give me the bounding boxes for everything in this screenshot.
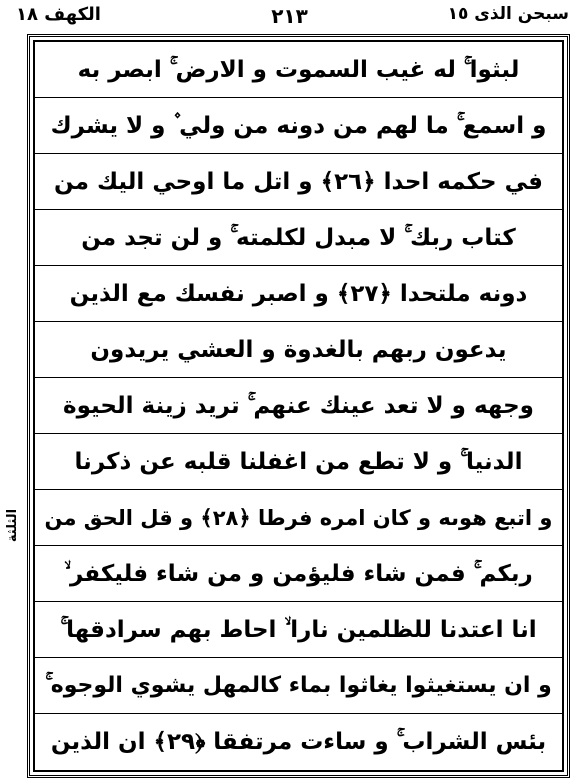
verse-line (35, 378, 562, 434)
verse-line-text: يدعون ربهم بالغدوة و العشي يريدون (90, 336, 507, 363)
page-number: ٢١٣ (271, 4, 308, 28)
juz-title: سبحن الذى ١٥ (447, 4, 569, 24)
verse-line-text: و اتبع هوىه و كان امره فرطا ﴿٢٨﴾ و قل الحق من (44, 505, 553, 530)
verse-line-text: وجهه و لا تعد عينك عنهم ۚ تريد زينة الحيوة (63, 392, 534, 419)
verse-line-text: و اسمع ۚ ما لهم من دونه من ولي ۫ و لا يشرك (50, 112, 547, 139)
verse-line-text: لبثوا ۚ له غيب السموت و الارض ۚ ابصر به (77, 56, 520, 83)
verse-line (35, 714, 562, 770)
verse-line (35, 266, 562, 322)
verse-line-text: كتاب ربك ۚ لا مبدل لكلمته ۚ و لن تجد من (81, 224, 516, 251)
verse-line-text: في حكمه احدا ﴿٢٦﴾ و اتل ما اوحي اليك من (54, 168, 543, 195)
margin-note-text: الثلثة (5, 508, 21, 542)
verse-line-text: الدنيا ۚ و لا تطع من اغفلنا قلبه عن ذكرنا (74, 448, 523, 475)
verse-line (35, 658, 562, 714)
verse-line (35, 210, 562, 266)
verse-line-text: انا اعتدنا للظلمين نارا ۙ احاط بهم سرادقها ۚ (60, 616, 537, 643)
verse-line-text: ربكم ۚ فمن شاء فليؤمن و من شاء فليكفر ۙ (64, 560, 533, 587)
verse-line (35, 602, 562, 658)
margin-note (2, 480, 24, 570)
verse-line (35, 98, 562, 154)
surah-title: الكهف ١٨ (16, 4, 101, 25)
verse-line (35, 434, 562, 490)
verse-line (35, 546, 562, 602)
verse-lines (35, 42, 562, 770)
page-header (0, 0, 579, 34)
verse-line (35, 42, 562, 98)
verse-line (35, 490, 562, 546)
verse-line-text: بئس الشراب ۚ و ساءت مرتفقا ﴿٢٩﴾ ان الذين (50, 729, 547, 755)
verse-line-text: و ان يستغيثوا يغاثوا بماء كالمهل يشوي الوجوه ۚ (45, 672, 552, 698)
verse-line (35, 322, 562, 378)
verse-line-text: دونه ملتحدا ﴿٢٧﴾ و اصبر نفسك مع الذين (69, 280, 528, 307)
verse-line (35, 154, 562, 210)
